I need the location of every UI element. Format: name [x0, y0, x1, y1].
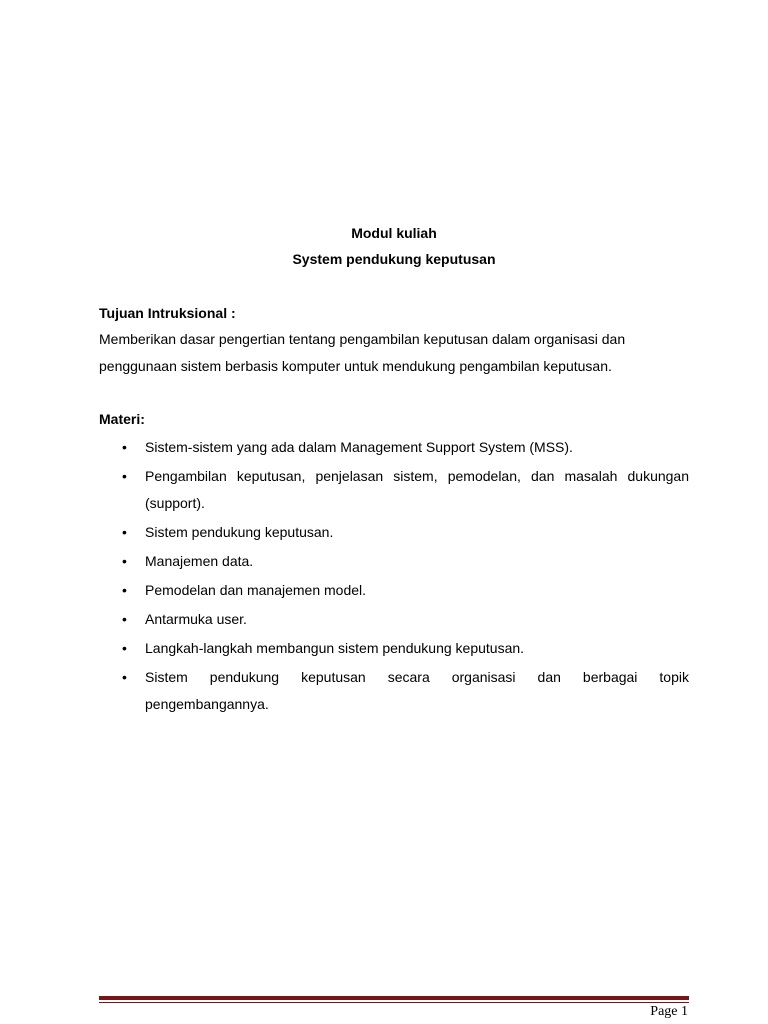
list-item-text: Sistem pendukung keputusan secara organisasi dan berbagai topik pengembangannya. [145, 669, 689, 712]
list-item [99, 463, 689, 517]
list-item-text: Sistem-sistem yang ada dalam Management Support System (MSS). [145, 439, 573, 455]
list-item [99, 664, 689, 718]
bullet-icon: • [122, 669, 127, 685]
footer-divider [99, 996, 689, 1000]
tujuan-paragraph: Memberikan dasar pengertian tentang pengambilan keputusan dalam organisasi dan penggunaan sistem berbasis komputer untuk mendukung pengambilan keputusan. [99, 331, 626, 374]
bullet-icon: • [122, 468, 127, 484]
list-item [99, 548, 689, 575]
bullet-icon: • [122, 640, 127, 656]
document-subtitle: System pendukung keputusan [292, 251, 496, 267]
list-item-text: Antarmuka user. [145, 611, 247, 627]
list-item [99, 635, 689, 662]
bullet-icon: • [122, 611, 127, 627]
bullet-icon: • [122, 524, 127, 540]
list-item [99, 577, 689, 604]
bullet-icon: • [122, 439, 127, 455]
list-item-text: Pemodelan dan manajemen model. [145, 582, 367, 598]
list-item [99, 606, 689, 633]
list-item-text: Sistem pendukung keputusan. [145, 524, 334, 540]
list-item-text: Langkah-langkah membangun sistem pendukung keputusan. [145, 640, 525, 656]
page-number: Page 1 [650, 1004, 688, 1019]
bullet-icon: • [122, 553, 127, 569]
list-item [99, 519, 689, 546]
footer-divider-thin [99, 1002, 689, 1003]
list-item-text: Manajemen data. [145, 553, 254, 569]
document-title: Modul kuliah [351, 225, 437, 241]
list-item-text: Pengambilan keputusan, penjelasan sistem, pemodelan, dan masalah dukungan (support). [145, 468, 689, 511]
tujuan-heading: Tujuan Intruksional : [99, 305, 236, 321]
bullet-icon: • [122, 582, 127, 598]
materi-list [99, 434, 689, 720]
materi-heading: Materi: [99, 411, 145, 427]
list-item [99, 434, 689, 461]
